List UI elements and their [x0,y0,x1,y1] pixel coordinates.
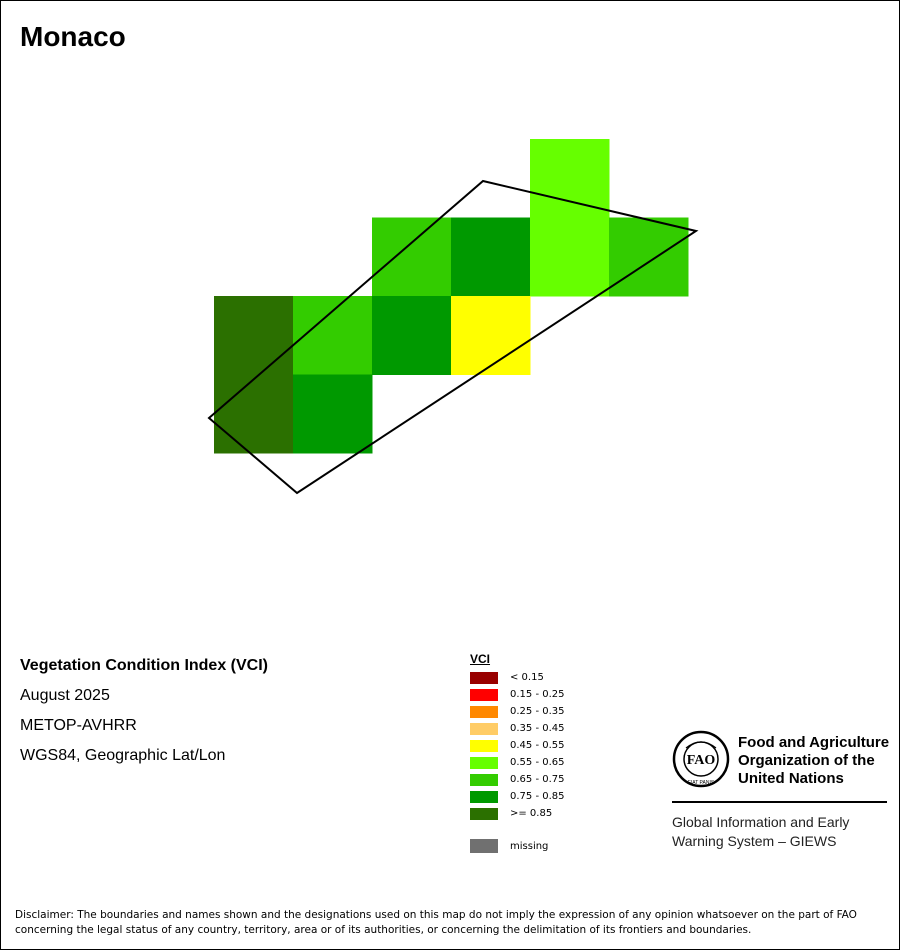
disclaimer: Disclaimer: The boundaries and names shown and the designations used on this map do not imply the expression of any opinion whatsoever on the part of FAO concerning the legal status of any country, territory, area or of its authorities, or concerning the delimitation of its frontiers and boundaries. [15,909,857,936]
giews-name [672,813,849,851]
fao-logo-ring-text: FIAT PANIS [687,780,715,786]
legend-label: 0.15 - 0.25 [510,689,565,700]
legend-swatch [470,791,498,803]
sensor: METOP-AVHRR [20,717,137,734]
legend-label: 0.45 - 0.55 [510,740,565,751]
legend-label: < 0.15 [510,672,544,683]
legend-item [470,808,553,825]
index-name: Vegetation Condition Index (VCI) [20,657,268,674]
org-line-1: Food and Agriculture [738,734,890,751]
legend-item [470,791,565,808]
vci-cell-1 [372,218,452,297]
legend-item [470,723,565,740]
vci-cell-3 [530,218,610,297]
fao-logo-text: FAO [686,753,716,768]
legend-item [470,757,565,774]
legend-swatch [470,740,498,752]
vci-cell-8 [451,296,531,375]
vci-cell-2 [451,218,531,297]
legend-label: 0.35 - 0.45 [510,723,565,734]
legend-item [470,672,544,689]
period: August 2025 [20,687,110,704]
giews-line-2: Warning System – GIEWS [672,833,837,849]
legend-swatch [470,774,498,786]
legend [470,652,565,856]
vci-cell-4 [609,218,689,297]
legend-swatch [470,706,498,718]
giews-divider [672,801,887,803]
legend-swatch [470,689,498,701]
map-info [20,656,268,776]
org-line-2: Organization of the [738,752,875,769]
legend-label: >= 0.85 [510,808,553,819]
fao-org-name [738,734,889,788]
giews-line-1: Global Information and Early [672,814,850,830]
org-line-3: United Nations [738,770,844,787]
legend-item [470,774,565,791]
vci-cell-5 [214,296,294,375]
legend-title: VCI [470,652,491,666]
map-title: Monaco [20,21,126,52]
fao-logo-icon [672,730,730,788]
legend-items [470,672,565,825]
legend-label: 0.25 - 0.35 [510,706,565,717]
legend-item [470,706,565,723]
legend-label-missing: missing [510,841,549,852]
legend-item [470,740,565,757]
legend-swatch [470,723,498,735]
legend-item-missing [470,839,549,856]
vci-grid [214,139,689,454]
projection: WGS84, Geographic Lat/Lon [20,747,226,764]
legend-swatch [470,757,498,769]
legend-label: 0.75 - 0.85 [510,791,565,802]
legend-label: 0.65 - 0.75 [510,774,565,785]
legend-swatch [470,672,498,684]
legend-swatch-missing [470,839,498,853]
vci-cell-7 [372,296,452,375]
legend-swatch [470,808,498,820]
vci-cell-9 [214,375,294,454]
vci-cell-10 [293,375,373,454]
legend-label: 0.55 - 0.65 [510,757,565,768]
vci-cell-0 [530,139,610,218]
legend-item [470,689,565,706]
